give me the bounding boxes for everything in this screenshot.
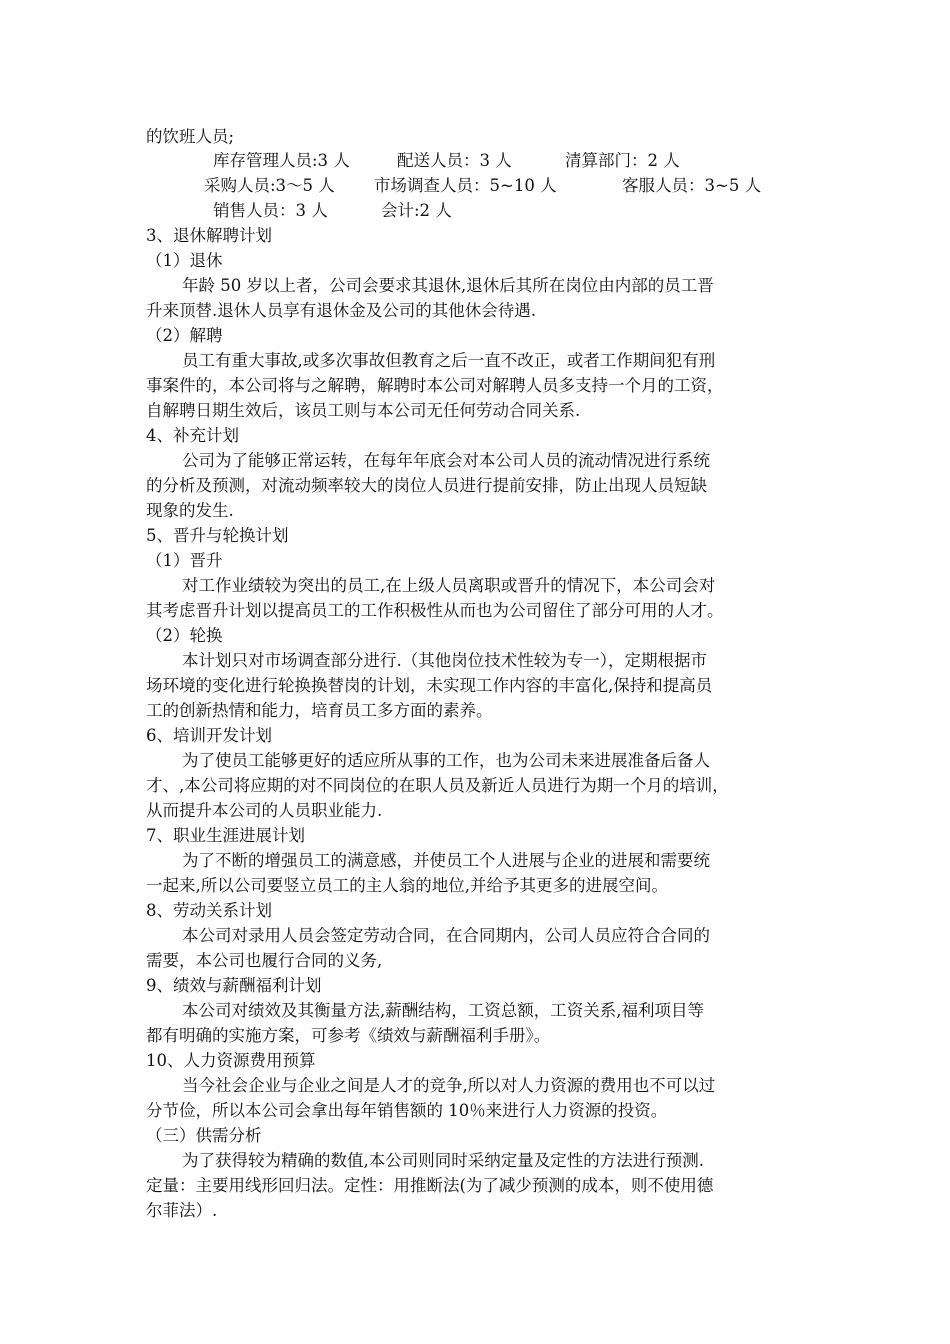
paragraph-line: 员工有重大事故,或多次事故但教育之后一直不改正，或者工作期间犯有刑 xyxy=(182,351,716,370)
section-heading: 5、晋升与轮换计划 xyxy=(146,526,289,545)
subsection-heading: （1）晋升 xyxy=(146,551,223,570)
paragraph-line: 公司为了能够正常运转，在每年年底会对本公司人员的流动情况进行系统 xyxy=(182,451,710,470)
subsection-heading: （2）解聘 xyxy=(146,326,223,345)
text-line: 的饮班人员; xyxy=(146,127,235,146)
staff-count-delivery: 配送人员：3 人 xyxy=(397,151,512,170)
paragraph-line: 尔菲法）. xyxy=(146,1201,218,1220)
paragraph-line: 自解聘日期生效后，该员工则与本公司无任何劳动合同关系. xyxy=(146,401,581,420)
paragraph-line: 一起来,所以公司要竖立员工的主人翁的地位,并给予其更多的进展空间。 xyxy=(146,876,668,895)
section-heading: 3、退休解聘计划 xyxy=(146,226,272,245)
paragraph-line: 本计划只对市场调查部分进行.（其他岗位技术性较为专一），定期根据市 xyxy=(182,651,707,670)
paragraph-line: 才、,本公司将应期的对不同岗位的在职人员及新近人员进行为期一个月的培训， xyxy=(146,776,729,795)
staff-count-clearing: 清算部门：2 人 xyxy=(565,151,680,170)
paragraph-line: 事案件的，本公司将与之解聘，解聘时本公司对解聘人员多支持一个月的工资， xyxy=(146,376,724,395)
staff-count-market-research: 市场调查人员：5~10 人 xyxy=(374,176,557,195)
staff-count-sales: 销售人员：3 人 xyxy=(213,201,328,220)
subsection-heading: （1）退休 xyxy=(146,251,223,270)
staff-count-customer-service: 客服人员：3~5 人 xyxy=(622,176,762,195)
section-heading: 9、绩效与薪酬福利计划 xyxy=(146,976,322,995)
paragraph-line: 年龄 50 岁以上者，公司会要求其退休,退休后其所在岗位由内部的员工晋 xyxy=(182,276,714,295)
section-heading: 7、职业生涯进展计划 xyxy=(146,826,305,845)
paragraph-line: 升来顶替.退休人员享有退休金及公司的其他休会待遇. xyxy=(146,301,536,320)
paragraph-line: 本公司对绩效及其衡量方法,薪酬结构，工资总额，工资关系,福利项目等 xyxy=(182,1001,704,1020)
paragraph-line: 定量：主要用线形回归法。定性：用推断法(为了减少预测的成本，则不使用德 xyxy=(146,1176,714,1195)
staff-count-purchasing: 采购人员:3～5 人 xyxy=(204,176,335,195)
paragraph-line: 当今社会企业与企业之间是人才的竞争,所以对人力资源的费用也不可以过 xyxy=(182,1076,716,1095)
paragraph-line: 需要，本公司也履行合同的义务, xyxy=(146,951,383,970)
paragraph-line: 为了使员工能够更好的适应所从事的工作，也为公司未来进展准备后备人 xyxy=(182,751,710,770)
paragraph-line: 分节俭，所以本公司会拿出每年销售额的 10％来进行人力资源的投资。 xyxy=(146,1101,668,1120)
paragraph-line: 本公司对录用人员会签定劳动合同，在合同期内，公司人员应符合合同的 xyxy=(182,926,710,945)
paragraph-line: 其考虑晋升计划以提高员工的工作积极性从而也为公司留住了部分可用的人才。 xyxy=(146,601,724,620)
section-heading: 10、人力资源费用预算 xyxy=(146,1051,316,1070)
paragraph-line: 场环境的变化进行轮换换替岗的计划，未实现工作内容的丰富化,保持和提高员 xyxy=(146,676,713,695)
section-heading: （三）供需分析 xyxy=(146,1126,262,1145)
paragraph-line: 对工作业绩较为突出的员工,在上级人员离职或晋升的情况下，本公司会对 xyxy=(182,576,716,595)
staff-count-inventory: 库存管理人员:3 人 xyxy=(213,151,350,170)
paragraph-line: 为了不断的增强员工的满意感，并使员工个人进展与企业的进展和需要统 xyxy=(182,851,710,870)
section-heading: 8、劳动关系计划 xyxy=(146,901,272,920)
paragraph-line: 工的创新热情和能力，培育员工多方面的素养。 xyxy=(146,701,493,720)
paragraph-line: 都有明确的实施方案，可参考《绩效与薪酬福利手册》。 xyxy=(146,1026,551,1045)
section-heading: 6、培训开发计划 xyxy=(146,726,272,745)
paragraph-line: 现象的发生. xyxy=(146,501,234,520)
paragraph-line: 为了获得较为精确的数值,本公司则同时采纳定量及定性的方法进行预测. xyxy=(182,1151,704,1170)
paragraph-line: 的分析及预测，对流动频率较大的岗位人员进行提前安排，防止出现人员短缺 xyxy=(146,476,707,495)
section-heading: 4、补充计划 xyxy=(146,426,239,445)
paragraph-line: 从而提升本公司的人员职业能力. xyxy=(146,801,383,820)
subsection-heading: （2）轮换 xyxy=(146,626,223,645)
staff-count-accounting: 会计:2 人 xyxy=(381,201,452,220)
